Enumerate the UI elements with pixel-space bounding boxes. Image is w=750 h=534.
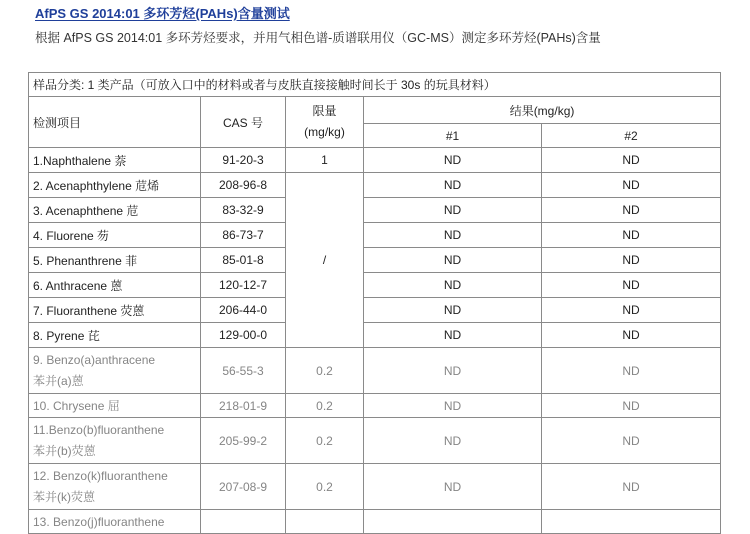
result-sample-2: ND [542, 323, 721, 348]
table-row [29, 223, 721, 248]
table-row [29, 348, 721, 394]
table-row [29, 198, 721, 223]
test-item: 10. Chrysene 屈 [29, 394, 201, 418]
pah-results-table [28, 72, 721, 534]
test-item: 2. Acenaphthylene 苊烯 [29, 173, 201, 198]
test-item [29, 418, 201, 464]
test-item [29, 348, 201, 394]
cas-number: 83-32-9 [201, 198, 286, 223]
result-sample-1: ND [364, 298, 542, 323]
result-sample-2: ND [542, 394, 721, 418]
test-item: 13. Benzo(j)fluoranthene [29, 510, 201, 534]
result-sample-1: ND [364, 394, 542, 418]
header-limit [286, 97, 364, 148]
result-sample-2: ND [542, 198, 721, 223]
header-test-item: 检测项目 [29, 97, 201, 148]
result-sample-1: ND [364, 464, 542, 510]
test-item: 8. Pyrene 芘 [29, 323, 201, 348]
table-row [29, 323, 721, 348]
limit-value: 0.2 [286, 394, 364, 418]
header-limit-label: 限量 [312, 104, 337, 118]
test-item-name-en: 12. Benzo(k)fluoranthene [33, 468, 168, 483]
test-item: 3. Acenaphthene 苊 [29, 198, 201, 223]
result-sample-1: ND [364, 248, 542, 273]
header-sample-2: #2 [542, 124, 721, 148]
result-sample-2: ND [542, 348, 721, 394]
limit-value: 1 [286, 148, 364, 173]
cas-number: 120-12-7 [201, 273, 286, 298]
result-sample-1: ND [364, 148, 542, 173]
test-item-name-en: 11.Benzo(b)fluoranthene [33, 422, 165, 437]
page-title: AfPS GS 2014:01 多环芳烃(PAHs)含量测试 [35, 6, 290, 21]
cas-number: 85-01-8 [201, 248, 286, 273]
result-sample-1: ND [364, 348, 542, 394]
test-item-name-zh: 苯并(a)蒽 [33, 373, 84, 388]
header-sample-1: #1 [364, 124, 542, 148]
table-row [29, 394, 721, 418]
table-row [29, 273, 721, 298]
result-sample-1: ND [364, 223, 542, 248]
table-row [29, 464, 721, 510]
test-item: 5. Phenanthrene 菲 [29, 248, 201, 273]
result-sample-1: ND [364, 323, 542, 348]
cas-number: 56-55-3 [201, 348, 286, 394]
header-cas-number: CAS 号 [201, 97, 286, 148]
cas-number: 86-73-7 [201, 223, 286, 248]
header-limit-unit: (mg/kg) [304, 125, 345, 139]
result-sample-1: ND [364, 418, 542, 464]
cas-number: 91-20-3 [201, 148, 286, 173]
cas-number [201, 510, 286, 534]
cas-number: 208-96-8 [201, 173, 286, 198]
limit-value: 0.2 [286, 464, 364, 510]
result-sample-2: ND [542, 298, 721, 323]
result-sample-2 [542, 510, 721, 534]
table-row [29, 298, 721, 323]
cas-number: 129-00-0 [201, 323, 286, 348]
test-description: 根据 AfPS GS 2014:01 多环芳烃要求，并用气相色谱-质谱联用仪（GC-MS）测定多环芳烃(PAHs)含量 [35, 31, 601, 45]
result-sample-2: ND [542, 223, 721, 248]
result-sample-2: ND [542, 148, 721, 173]
header-result: 结果(mg/kg) [364, 97, 721, 124]
result-sample-1: ND [364, 173, 542, 198]
limit-value-merged: / [286, 173, 364, 348]
table-row [29, 248, 721, 273]
header-row [29, 97, 721, 124]
sample-category: 样品分类: 1 类产品（可放入口中的材料或者与皮肤直接接触时间长于 30s 的玩具材料） [29, 73, 721, 97]
table-row [29, 148, 721, 173]
result-sample-2: ND [542, 173, 721, 198]
test-item: 1.Naphthalene 萘 [29, 148, 201, 173]
result-sample-1: ND [364, 198, 542, 223]
result-sample-1: ND [364, 273, 542, 298]
result-sample-2: ND [542, 464, 721, 510]
table-row [29, 510, 721, 534]
result-sample-1 [364, 510, 542, 534]
result-sample-2: ND [542, 418, 721, 464]
cas-number: 205-99-2 [201, 418, 286, 464]
cas-number: 218-01-9 [201, 394, 286, 418]
test-item [29, 464, 201, 510]
category-row [29, 73, 721, 97]
test-item-name-zh: 苯并(k)荧蒽 [33, 489, 95, 504]
test-item-name-en: 9. Benzo(a)anthracene [33, 352, 156, 367]
test-item: 6. Anthracene 蒽 [29, 273, 201, 298]
test-item-name-zh: 苯并(b)荧蒽 [33, 443, 96, 458]
limit-value: 0.2 [286, 418, 364, 464]
cas-number: 207-08-9 [201, 464, 286, 510]
result-sample-2: ND [542, 273, 721, 298]
table-row [29, 418, 721, 464]
result-sample-2: ND [542, 248, 721, 273]
limit-value: 0.2 [286, 348, 364, 394]
cas-number: 206-44-0 [201, 298, 286, 323]
table-row [29, 173, 721, 198]
test-item: 4. Fluorene 芴 [29, 223, 201, 248]
limit-value [286, 510, 364, 534]
test-item: 7. Fluoranthene 荧蒽 [29, 298, 201, 323]
